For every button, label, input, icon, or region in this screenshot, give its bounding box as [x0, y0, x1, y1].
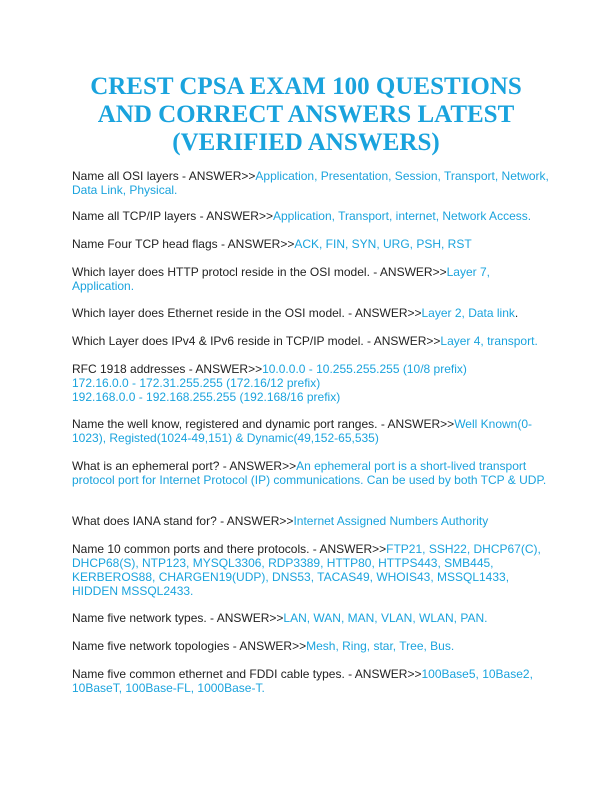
qa-item-rfc1918 [72, 362, 552, 404]
answer-separator: - ANSWER>> [217, 237, 295, 251]
answer-separator: - ANSWER>> [178, 169, 256, 183]
qa-item-cable-types [72, 667, 552, 695]
answer-text: Layer 4, transport. [440, 334, 538, 348]
question-text: Name Four TCP head flags [72, 237, 218, 251]
question-text: Name 10 common ports and there protocols. [72, 542, 310, 556]
qa-item-ip-layer [72, 334, 552, 348]
title-line-3: (VERIFIED ANSWERS) [172, 129, 440, 156]
question-text: What does IANA stand for? [72, 514, 217, 528]
answer-text-line-3: 192.168.0.0 - 192.168.255.255 (192.168/16 prefix) [72, 390, 341, 404]
answer-text-line-2: 172.16.0.0 - 172.31.255.255 (172.16/12 prefix) [72, 376, 321, 390]
question-text: Name five network topologies [72, 639, 230, 653]
question-text: Which layer does HTTP protocl reside in the OSI model. [72, 265, 370, 279]
answer-text: FTP21, SSH22, DHCP67(C), DHCP68(S), NTP123, MYSQL3306, RDP3389, HTTP80, HTTPS443, SMB445, KERBEROS88, CHARGEN19(UDP), DNS53, TACAS49, WHOIS43, MSSQL1433, HIDDEN MSSQL2433. [72, 542, 541, 598]
qa-item-osi-layers [72, 169, 552, 197]
answer-separator: - ANSWER>> [219, 459, 297, 473]
title-line-2: AND CORRECT ANSWERS LATEST [97, 101, 515, 128]
answer-text: Layer 2, Data link [421, 306, 515, 320]
answer-text: Layer 7, Application. [72, 265, 490, 293]
answer-separator: - ANSWER>> [229, 639, 307, 653]
answer-text: 10.0.0.0 - 10.255.255.255 (10/8 prefix) [262, 362, 467, 376]
answer-text: An ephemeral port is a short-lived transport protocol port for Internet Protocol (IP) communications. Can be used by both TCP & UDP. [72, 459, 547, 487]
question-text: Name five network types. [72, 611, 207, 625]
question-text: Which Layer does IPv4 & IPv6 reside in TCP/IP model. [72, 334, 364, 348]
qa-item-ethernet-layer [72, 306, 552, 320]
answer-text: Application, Transport, internet, Network Access. [272, 209, 532, 223]
question-text: What is an ephemeral port? [72, 459, 220, 473]
answer-separator: - ANSWER>> [363, 334, 441, 348]
question-text: Name all OSI layers [72, 169, 179, 183]
document-title [60, 73, 552, 157]
question-text: Name all TCP/IP layers [72, 209, 197, 223]
qa-item-network-types [72, 611, 552, 625]
answer-separator: - ANSWER>> [369, 265, 447, 279]
answer-text: Well Known(0-1023), Registed(1024-49,151) & Dynamic(49,152-65,535) [72, 417, 532, 445]
answer-text: Application, Presentation, Session, Transport, Network, Data Link, Physical. [72, 169, 549, 197]
answer-text: Internet Assigned Numbers Authority [293, 514, 489, 528]
qa-item-ephemeral-port [72, 459, 552, 487]
answer-text: 100Base5, 10Base2, 10BaseT, 100Base-FL, 1000Base-T. [72, 667, 533, 695]
qa-item-tcp-flags [72, 237, 552, 251]
answer-separator: - ANSWER>> [206, 611, 284, 625]
qa-item-iana [72, 514, 552, 528]
answer-separator: - ANSWER>> [377, 417, 455, 431]
answer-text: ACK, FIN, SYN, URG, PSH, RST [294, 237, 472, 251]
answer-separator: - ANSWER>> [344, 667, 422, 681]
qa-item-common-ports [72, 542, 552, 598]
question-text: Which layer does Ethernet reside in the OSI model. [72, 306, 345, 320]
answer-separator: - ANSWER>> [196, 209, 273, 223]
answer-separator: - ANSWER>> [185, 362, 263, 376]
answer-separator: - ANSWER>> [344, 306, 422, 320]
question-text: Name the well know, registered and dynamic port ranges. [72, 417, 378, 431]
answer-text: Mesh, Ring, star, Tree, Bus. [306, 639, 455, 653]
question-text: RFC 1918 addresses [72, 362, 186, 376]
title-line-1: CREST CPSA EXAM 100 QUESTIONS [90, 73, 522, 100]
answer-tail: . [514, 306, 519, 320]
answer-separator: - ANSWER>> [309, 542, 387, 556]
answer-text: LAN, WAN, MAN, VLAN, WLAN, PAN. [283, 611, 488, 625]
qa-item-port-ranges [72, 417, 552, 445]
qa-item-tcpip-layers [72, 209, 552, 223]
qa-item-network-topologies [72, 639, 552, 653]
answer-separator: - ANSWER>> [216, 514, 294, 528]
question-text: Name five common ethernet and FDDI cable types. [72, 667, 345, 681]
qa-item-http-layer [72, 265, 552, 293]
